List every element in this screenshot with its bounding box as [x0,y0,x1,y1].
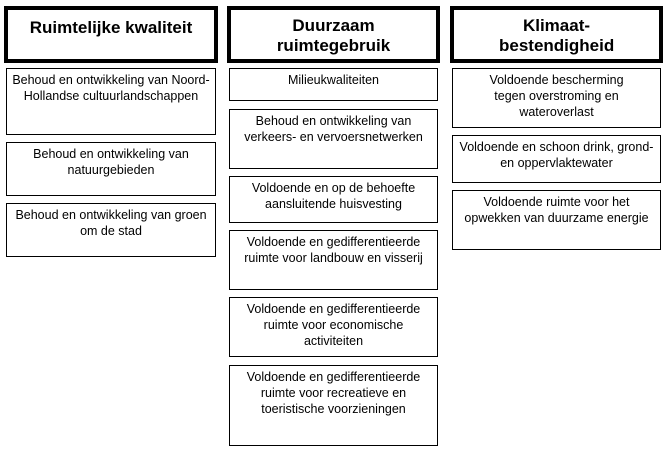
item-box: Behoud en ontwikkeling van groen om de stad [6,203,216,257]
column-header-ruimtelijke-kwaliteit: Ruimtelijke kwaliteit [4,6,218,63]
item-box: Voldoende en schoon drink, grond- en oppervlaktewater [452,135,661,183]
item-box: Voldoende en gedifferentieerde ruimte voor landbouw en visserij [229,230,438,290]
item-box: Behoud en ontwikkeling van natuurgebieden [6,142,216,196]
item-box: Voldoende en gedifferentieerde ruimte voor recreatieve en toeristische voorzieningen [229,365,438,446]
item-box: Voldoende en gedifferentieerde ruimte voor economische activiteiten [229,297,438,357]
item-box: Behoud en ontwikkeling van Noord-Hollandse cultuurlandschappen [6,68,216,135]
item-box: Voldoende en op de behoefte aansluitende huisvesting [229,176,438,223]
item-box: Voldoende ruimte voor het opwekken van duurzame energie [452,190,661,250]
column-header-duurzaam-ruimtegebruik: Duurzaam ruimtegebruik [227,6,440,63]
column-header-klimaatbestendigheid: Klimaat-bestendigheid [450,6,663,63]
item-box: Milieukwaliteiten [229,68,438,101]
item-box: Behoud en ontwikkeling van verkeers- en vervoersnetwerken [229,109,438,169]
item-box: Voldoende bescherming tegen overstroming en wateroverlast [452,68,661,128]
